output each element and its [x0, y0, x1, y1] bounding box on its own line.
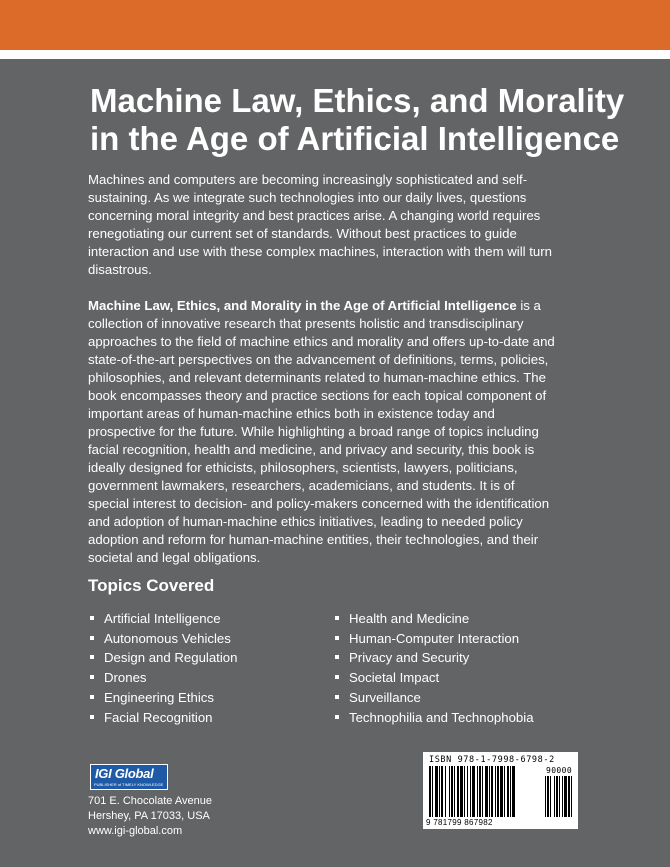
bullet-icon — [90, 715, 94, 719]
topic-item — [90, 648, 237, 668]
address-line-2: Hershey, PA 17033, USA — [88, 810, 210, 822]
topic-label: Design and Regulation — [104, 650, 238, 666]
topic-item — [90, 668, 237, 688]
topic-item — [335, 708, 534, 728]
top-orange-band — [0, 0, 670, 50]
topic-label: Health and Medicine — [349, 611, 470, 626]
book-title — [90, 82, 650, 158]
title-line-2: in the Age of Artificial Intelligence — [90, 120, 620, 157]
topics-list-right — [335, 609, 534, 727]
publisher-website: www.igi-global.com — [88, 825, 183, 837]
description-paragraph-1: Machines and computers are becoming increasingly sophisticated and self-sustaining. As we integrate such technologies into our daily lives, questions concerning moral integrity and best practices arise. A changing world requires renegotiating our current set of standards. Without best practices to guide interaction and use with these complex machines, interaction with them will turn disastrous. — [88, 172, 552, 277]
topic-item — [90, 629, 237, 649]
topic-label: Surveillance — [349, 689, 421, 705]
book-title-inline: Machine Law, Ethics, and Morality in the Age of Artificial Intelligence — [88, 298, 517, 313]
bullet-icon — [335, 655, 339, 659]
bullet-icon — [90, 636, 94, 640]
logo-name: IGI Global — [95, 766, 154, 781]
logo-tagline: PUBLISHER of TIMELY KNOWLEDGE — [94, 782, 164, 787]
topic-label: Privacy and Security — [349, 650, 470, 666]
white-stripe — [0, 50, 670, 59]
bullet-icon — [335, 695, 339, 699]
topics-heading: Topics Covered — [88, 576, 215, 595]
topic-label: Autonomous Vehicles — [104, 630, 231, 646]
topic-item — [335, 648, 534, 668]
publisher-logo — [90, 764, 168, 790]
publisher-address — [88, 794, 212, 839]
topic-item — [90, 609, 237, 629]
topic-label: Engineering Ethics — [104, 689, 214, 705]
bullet-icon — [335, 616, 339, 620]
topic-item — [90, 688, 237, 708]
topic-item — [335, 668, 534, 688]
bullet-icon — [90, 675, 94, 679]
topic-item — [335, 609, 534, 629]
isbn-barcode — [423, 752, 578, 829]
topic-label: Artificial Intelligence — [104, 611, 221, 626]
bullet-icon — [90, 655, 94, 659]
topic-label: Human-Computer Interaction — [349, 630, 520, 646]
description-paragraph-2 — [88, 297, 558, 567]
bullet-icon — [90, 695, 94, 699]
bullet-icon — [335, 675, 339, 679]
topic-label: Facial Recognition — [104, 709, 213, 725]
address-line-1: 701 E. Chocolate Avenue — [88, 795, 212, 807]
topic-item — [90, 708, 237, 728]
barcode-digits: 9 781799 867982 — [426, 818, 493, 827]
topic-item — [335, 688, 534, 708]
topic-label: Societal Impact — [349, 670, 440, 686]
topics-list-left — [90, 609, 237, 727]
topic-label: Drones — [104, 670, 147, 686]
isbn-label: ISBN 978-1-7998-6798-2 — [429, 755, 555, 765]
bullet-icon — [335, 636, 339, 640]
bullet-icon — [335, 715, 339, 719]
description-paragraph-2-text: is a collection of innovative research that presents holistic and transdisciplinary approaches to the field of machine ethics and morality and offers up-to-date and state-of-the-art perspectives on the advancement of definitions, terms, policies, philosophies, and relevant determinants related to human-machine ethics. The book encompasses theory and practice sections for each topical component of important areas of human-machine ethics both in existence today and prospective for the future. While highlighting a broad range of topics including facial recognition, health and medicine, and privacy and security, this book is ideally designed for ethicists, philosophers, scientists, lawyers, politicians, government lawmakers, researchers, academicians, and students. It is of special interest to decision- and policy-makers concerned with the identification and adoption of human-machine ethics initiatives, leading to needed policy adoption and reform for human-machine entities, their technologies, and their societal and legal obligations. — [88, 298, 555, 565]
topic-label: Technophilia and Technophobia — [349, 709, 534, 725]
topic-item — [335, 629, 534, 649]
title-line-1: Machine Law, Ethics, and Morality — [90, 82, 625, 119]
price-code: 90000 — [546, 766, 573, 775]
bullet-icon — [90, 616, 94, 620]
